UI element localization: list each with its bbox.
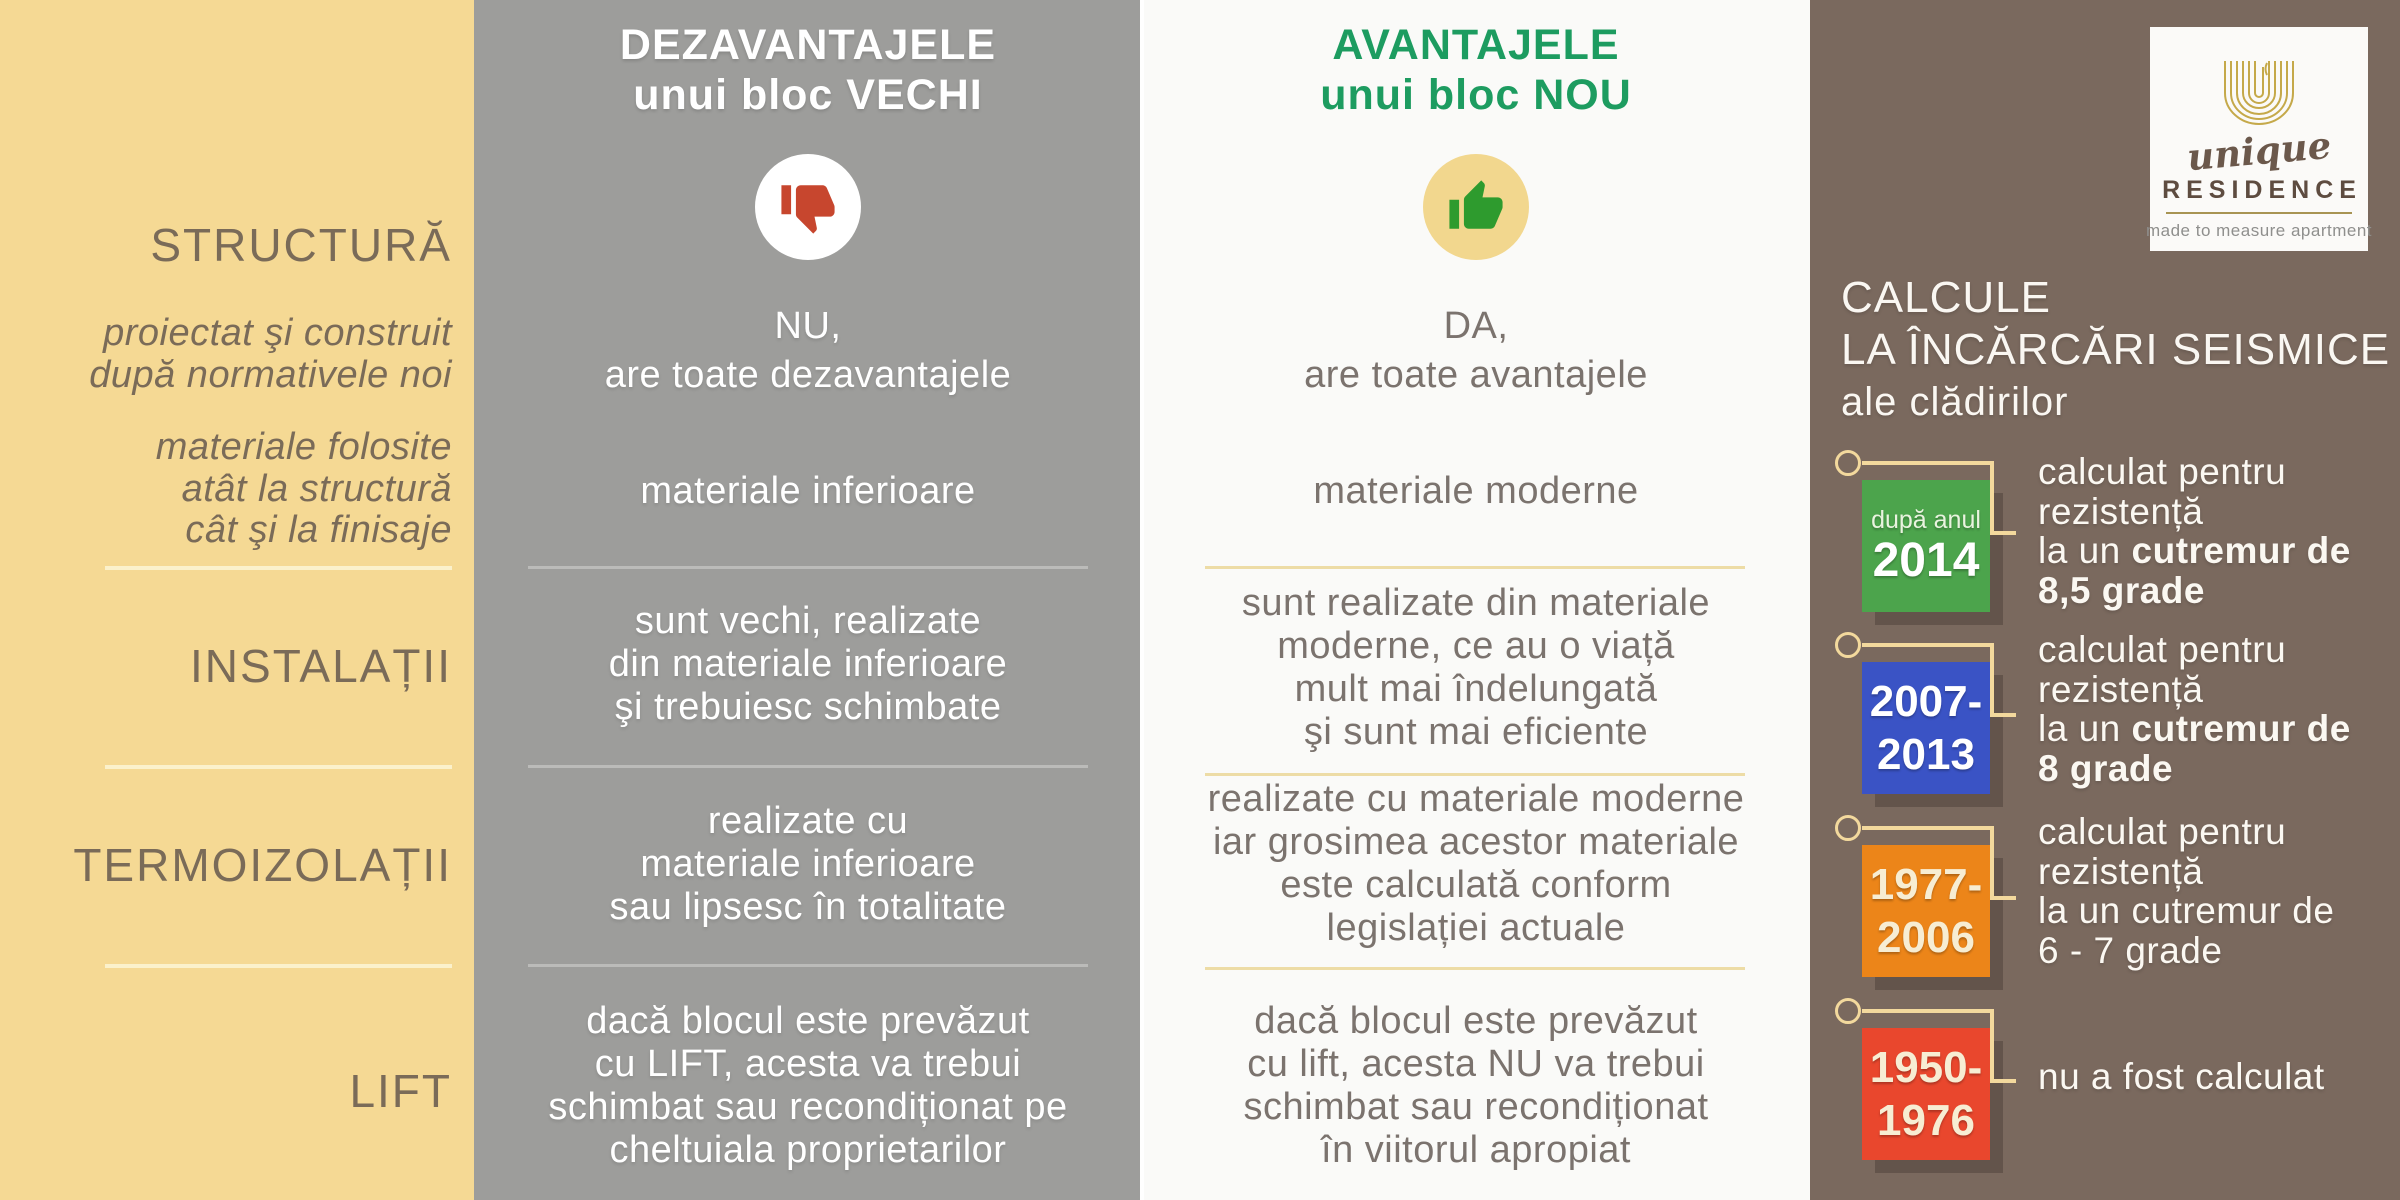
note-line: cât şi la finisaje (185, 509, 452, 551)
old-termoizolatii-text (474, 800, 1142, 929)
row-label-termoizolatii: TERMOIZOLAȚII (73, 839, 452, 891)
text-line: iar grosimea acestor materiale (1212, 821, 1740, 863)
text-line: din materiale inferioare (608, 643, 1008, 685)
brand-tagline: made to measure apartment (2145, 221, 2373, 240)
connector-line (1990, 1079, 2016, 1083)
seismic-item-text: calculat pentru rezistență la un cutremur de 6 - 7 grade (2038, 811, 2335, 971)
brand-script-name: unique (2185, 122, 2333, 180)
thumbs-down-icon (779, 178, 837, 236)
seismic-item-text: nu a fost calculat (2038, 1056, 2325, 1097)
divider (528, 566, 1088, 569)
old-instalatii-text (474, 600, 1142, 729)
connector-line (1990, 1009, 1994, 1083)
note-line: după normativele noi (89, 353, 452, 396)
text-line: cheltuiala proprietarilor (609, 1129, 1007, 1171)
row-label-lift: LIFT (349, 1065, 452, 1117)
period-box-2014 (1862, 480, 1990, 612)
new-block-header (1142, 20, 1810, 120)
old-structura-text: materiale inferioare (640, 470, 976, 512)
text-line: realizate cu (707, 800, 909, 842)
text-line: sunt vechi, realizate (634, 600, 982, 642)
timeline-bullet-icon (1835, 998, 1861, 1024)
timeline-bullet-icon (1835, 815, 1861, 841)
new-instalatii-text (1142, 582, 1810, 754)
title-line: LA ÎNCĂRCĂRI SEISMICE (1841, 325, 2391, 374)
period-year: 2006 (1877, 913, 1975, 962)
new-lift-text (1142, 1000, 1810, 1172)
connector-line (1990, 713, 2016, 717)
period-year: 1977- (1869, 860, 1983, 909)
note-line: atât la structură (181, 467, 452, 510)
text-line: schimbat sau recondiționat (1243, 1086, 1709, 1128)
text-line: materiale inferioare (640, 843, 976, 885)
divider (1205, 566, 1745, 569)
seismic-item-text: calculat pentru rezistență la un cutremur de 8 grade (2038, 629, 2351, 789)
period-year: 2007- (1869, 677, 1983, 726)
header-line: AVANTAJELE (1332, 21, 1620, 69)
text-line: cu lift, acesta NU va trebui (1247, 1043, 1705, 1085)
divider (105, 566, 452, 570)
period-year: 2014 (1872, 534, 1980, 587)
new-structura-text: materiale moderne (1313, 470, 1639, 512)
period-box-1950-1976 (1862, 1028, 1990, 1160)
divider (1205, 967, 1745, 970)
period-year: 2013 (1877, 730, 1975, 779)
text-line: are toate dezavantajele (604, 354, 1012, 396)
text-line: sau lipsesc în totalitate (609, 886, 1007, 928)
seismic-title (1841, 272, 2390, 428)
period-year: 1950- (1869, 1043, 1983, 1092)
thumbs-down-badge (755, 154, 861, 260)
title-line: CALCULE (1841, 273, 2051, 322)
divider (1205, 773, 1745, 776)
structura-note-1 (10, 313, 452, 396)
period-year: 1976 (1877, 1096, 1975, 1145)
brand-logo (2145, 27, 2373, 251)
header-line: unui bloc NOU (1320, 71, 1632, 119)
text-line: schimbat sau recondiționat pe (548, 1086, 1068, 1128)
old-verdict (474, 302, 1142, 400)
text-line: dacă blocul este prevăzut (1254, 1000, 1698, 1042)
title-line: ale clădirilor (1841, 380, 2069, 424)
text-line: sunt realizate din materiale (1241, 582, 1711, 624)
text-line: în viitorul apropiat (1321, 1129, 1631, 1171)
connector-line (1990, 896, 2016, 900)
old-lift-text (474, 1000, 1142, 1172)
labels-column-background (0, 0, 474, 1200)
connector-line (1862, 1009, 1992, 1013)
row-label-structura: STRUCTURĂ (150, 219, 452, 271)
text-line: şi trebuiesc schimbate (614, 686, 1002, 728)
fingerprint-shield-icon (2223, 61, 2295, 127)
text-line: NU, (774, 305, 842, 347)
divider (105, 964, 452, 968)
text-line: DA, (1443, 305, 1509, 347)
text-line: moderne, ce au o viață (1277, 625, 1675, 667)
connector-line (1862, 826, 1992, 830)
text-line: realizate cu materiale moderne (1207, 778, 1745, 820)
seismic-item-text: calculat pentru rezistență la un cutremur de 8,5 grade (2038, 451, 2351, 611)
period-box-2007-2013 (1862, 662, 1990, 794)
timeline-bullet-icon (1835, 450, 1861, 476)
note-line: materiale folosite (155, 426, 452, 468)
connector-line (1862, 643, 1992, 647)
thumbs-up-icon (1447, 178, 1505, 236)
divider (528, 765, 1088, 768)
divider (528, 964, 1088, 967)
divider (105, 765, 452, 769)
period-prefix: după anul (1871, 506, 1981, 534)
connector-line (1862, 461, 1992, 465)
header-line: unui bloc VECHI (633, 71, 983, 119)
header-line: DEZAVANTAJELE (619, 21, 997, 69)
brand-caps-name: RESIDENCE (2162, 176, 2362, 204)
new-verdict (1142, 302, 1810, 400)
note-line: proiectat şi construit (103, 312, 452, 354)
text-line: cu LIFT, acesta va trebui (594, 1043, 1022, 1085)
structura-note-2 (10, 427, 452, 552)
row-label-instalatii: INSTALAȚII (190, 640, 452, 692)
divider (2166, 212, 2352, 214)
text-line: legislației actuale (1326, 907, 1626, 949)
connector-line (1990, 461, 1994, 535)
text-line: mult mai îndelungată (1294, 668, 1658, 710)
text-line: şi sunt mai eficiente (1303, 711, 1649, 753)
text-line: este calculată conform (1280, 864, 1672, 906)
timeline-bullet-icon (1835, 632, 1861, 658)
old-block-header (474, 20, 1142, 120)
thumbs-up-badge (1423, 154, 1529, 260)
connector-line (1990, 643, 1994, 717)
period-box-1977-2006 (1862, 845, 1990, 977)
connector-line (1990, 531, 2016, 535)
text-line: dacă blocul este prevăzut (586, 1000, 1030, 1042)
connector-line (1990, 826, 1994, 900)
new-termoizolatii-text (1142, 778, 1810, 950)
text-line: are toate avantajele (1304, 354, 1648, 396)
